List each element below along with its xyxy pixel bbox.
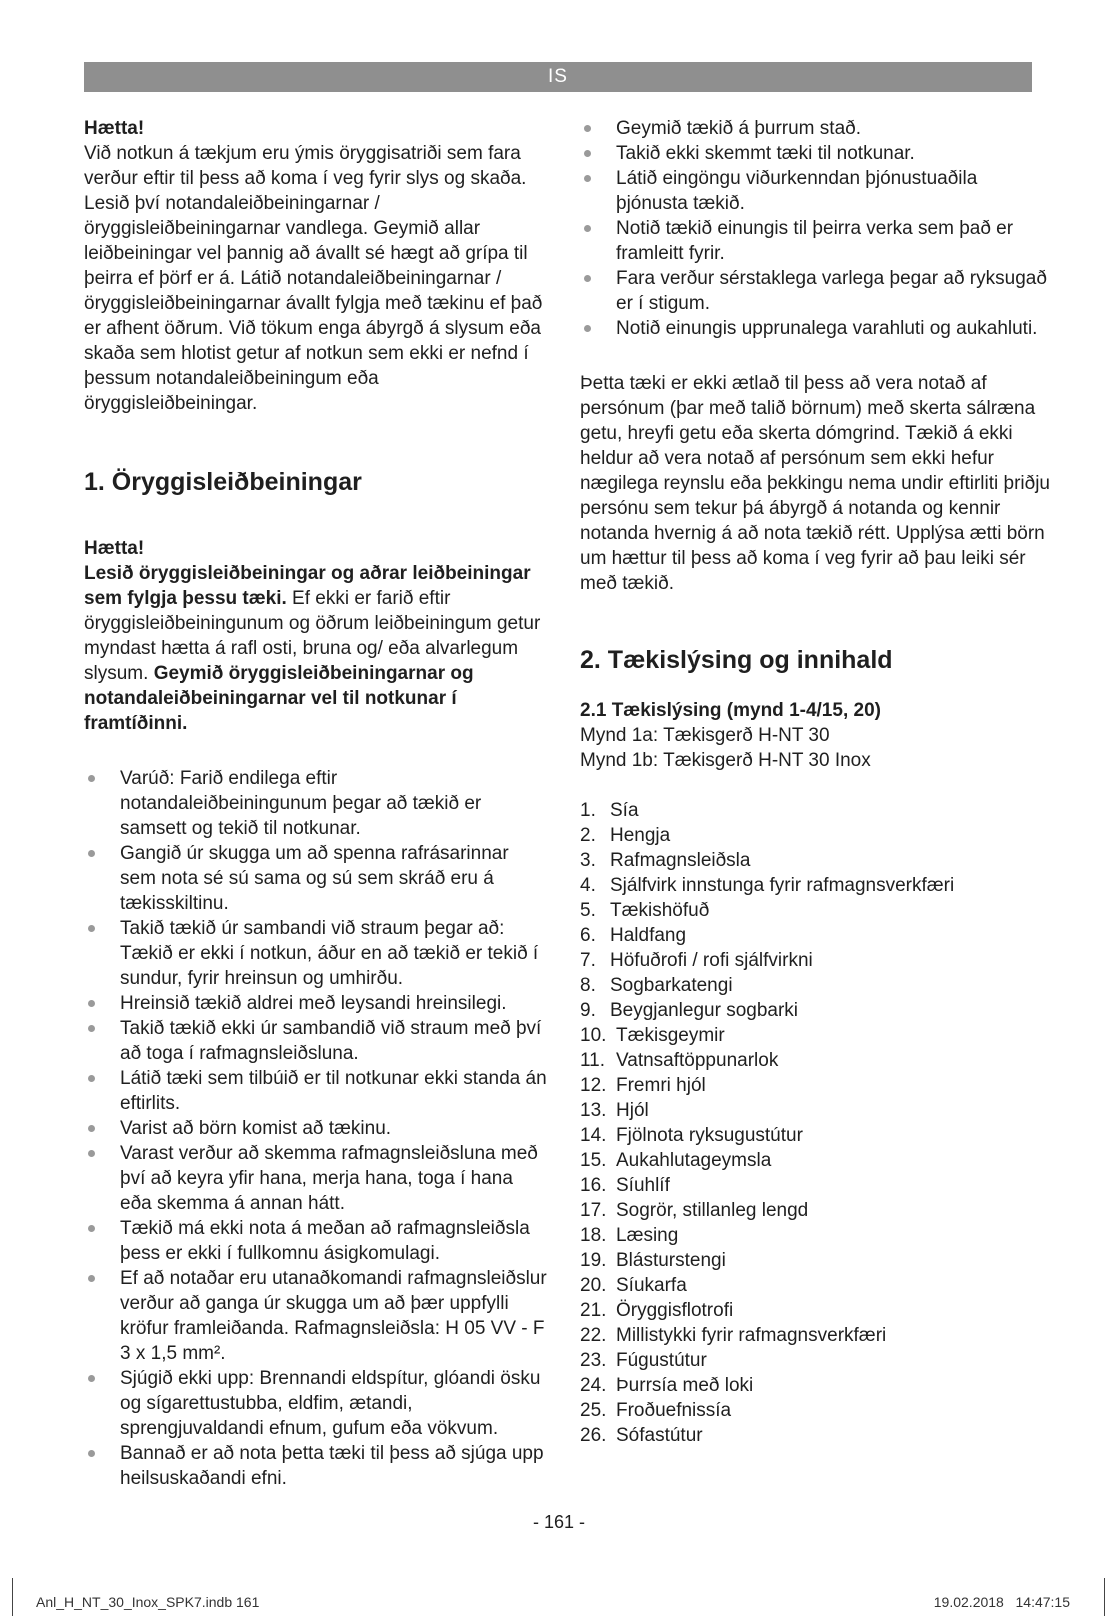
list-item <box>580 823 1050 848</box>
item-number: 10. <box>580 1025 607 1046</box>
item-number: 17. <box>580 1200 607 1221</box>
item-number: 20. <box>580 1275 607 1296</box>
item-label: Hjól <box>616 1100 649 1121</box>
list-item: Takið tækið úr sambandi við straum þegar að: Tækið er ekki í notkun, áður en að tækið er tekið í sundur, fyrir hreinsun og umhirðu. <box>84 916 548 991</box>
list-item <box>580 923 1050 948</box>
left-column <box>84 116 548 1491</box>
item-number: 5. <box>580 900 596 921</box>
warning-text: Við notkun á tækjum eru ýmis öryggisatriði sem fara verður eftir til þess að koma í veg fyrir slys og skaða. Lesið því notandaleiðbeiningarnar / öryggisleiðbeiningarnar vandlega. Geymið allar leiðbeiningar vel þannig að ávallt sé hægt að grípa til þeirra ef þörf er á. Látið notandaleiðbeiningarnar / öryggisleiðbeiningarnar ávallt fylgja með tækinu ef það er afhent öðrum. Við tökum enga ábyrgð á slysum eða skaða sem hlotist getur af notkun sem ekki er nefnd í þessum notandaleiðbeiningum eða öryggisleiðbeiningar. <box>84 143 543 414</box>
list-item <box>580 1348 1050 1373</box>
item-number: 25. <box>580 1400 607 1421</box>
section-title-safety: 1. Öryggisleiðbeiningar <box>84 468 362 496</box>
item-number: 15. <box>580 1150 607 1171</box>
list-item: Notið tækið einungis til þeirra verka sem það er framleitt fyrir. <box>580 216 1050 266</box>
item-number: 24. <box>580 1375 607 1396</box>
list-item: Takið tækið ekki úr sambandið við straum með því að toga í rafmagnsleiðsluna. <box>84 1016 548 1066</box>
warning-text-safety <box>84 561 548 736</box>
item-label: Hengja <box>610 825 671 846</box>
item-label: Vatnsaftöppunarlok <box>616 1050 779 1071</box>
list-item: Bannað er að nota þetta tæki til þess að sjúga upp heilsuskaðandi efni. <box>84 1441 548 1491</box>
usage-restriction-paragraph: Þetta tæki er ekki ætlað til þess að vera notað af persónum (þar með talið börnum) með skerta sálræna getu, hreyfi getu eða skerta dómgrind. Tækið á ekki heldur að vera notað af persónum sem ekki hefur nægilega reynslu eða þekkingu nema undir eftirliti þriðju persónu sem tekur þá ábyrgð á notanda og kennir notanda hvernig á að nota tækið rétt. Upplýsa ætti börn um hættur til þess að koma í veg fyrir að þau leiki sér með tækið. <box>580 373 1050 594</box>
safety-bullet-list-continued <box>580 116 1050 341</box>
list-item <box>580 1273 1050 1298</box>
list-item <box>580 1073 1050 1098</box>
item-number: 23. <box>580 1350 607 1371</box>
safety-bullet-list <box>84 766 548 1491</box>
figure-caption: Mynd 1b: Tækisgerð H-NT 30 Inox <box>580 750 871 771</box>
list-item <box>580 873 1050 898</box>
list-item <box>580 998 1050 1023</box>
item-number: 7. <box>580 950 596 971</box>
list-item <box>580 798 1050 823</box>
list-item: Takið ekki skemmt tæki til notkunar. <box>580 141 1050 166</box>
list-item: Gangið úr skugga um að spenna rafrásarinnar sem nota sé sú sama og sú sem skráð eru á tækisskiltinu. <box>84 841 548 916</box>
list-item <box>580 1023 1050 1048</box>
list-item <box>580 1173 1050 1198</box>
list-item: Tækið má ekki nota á meðan að rafmagnsleiðsla þess er ekki í fullkomnu ásigkomulagi. <box>84 1216 548 1266</box>
list-item <box>580 948 1050 973</box>
list-item <box>580 848 1050 873</box>
item-label: Millistykki fyrir rafmagnsverkfæri <box>616 1325 887 1346</box>
footer-timestamp: 19.02.2018 14:47:15 <box>933 1594 1070 1610</box>
list-item <box>580 1423 1050 1448</box>
warning-bold-text: Geymið öryggisleiðbeiningarnar og notandaleiðbeiningarnar vel til notkunar í framtíðinni. <box>84 663 474 734</box>
item-number: 16. <box>580 1175 607 1196</box>
item-number: 9. <box>580 1000 596 1021</box>
list-item <box>580 1373 1050 1398</box>
item-number: 22. <box>580 1325 607 1346</box>
item-label: Haldfang <box>610 925 687 946</box>
page-number: - 161 - <box>532 1512 586 1532</box>
item-label: Síuhlíf <box>616 1175 670 1196</box>
item-number: 12. <box>580 1075 607 1096</box>
list-item <box>580 1098 1050 1123</box>
item-label: Tækishöfuð <box>610 900 710 921</box>
item-label: Fjölnota ryksugustútur <box>616 1125 803 1146</box>
item-label: Öryggisflotrofi <box>616 1300 734 1321</box>
list-item <box>580 1323 1050 1348</box>
item-number: 6. <box>580 925 596 946</box>
item-label: Fúgustútur <box>616 1350 707 1371</box>
item-label: Froðuefnissía <box>616 1400 732 1421</box>
item-number: 14. <box>580 1125 607 1146</box>
footer-filename: Anl_H_NT_30_Inox_SPK7.indb 161 <box>36 1594 260 1610</box>
list-item: Hreinsið tækið aldrei með leysandi hreinsilegi. <box>84 991 548 1016</box>
list-item <box>580 1123 1050 1148</box>
language-header-bar <box>84 62 1032 92</box>
item-label: Sjálfvirk innstunga fyrir rafmagnsverkfæri <box>610 875 955 896</box>
list-item: Fara verður sérstaklega varlega þegar að ryksugað er í stigum. <box>580 266 1050 316</box>
item-number: 26. <box>580 1425 607 1446</box>
item-number: 2. <box>580 825 596 846</box>
item-label: Tækisgeymir <box>616 1025 725 1046</box>
warning-title: Hætta! <box>84 118 145 139</box>
right-column <box>580 116 1050 1448</box>
parts-list <box>580 798 1050 1448</box>
warning-title: Hætta! <box>84 538 145 559</box>
item-number: 18. <box>580 1225 607 1246</box>
item-label: Læsing <box>616 1225 679 1246</box>
item-number: 4. <box>580 875 596 896</box>
item-number: 3. <box>580 850 596 871</box>
list-item: Varast verður að skemma rafmagnsleiðsluna með því að keyra yfir hana, merja hana, toga í hana eða skemma á annan hátt. <box>84 1141 548 1216</box>
item-number: 19. <box>580 1250 607 1271</box>
item-label: Beygjanlegur sogbarki <box>610 1000 799 1021</box>
list-item <box>580 1298 1050 1323</box>
list-item <box>580 1398 1050 1423</box>
list-item: Notið einungis upprunalega varahluti og aukahluti. <box>580 316 1050 341</box>
item-label: Aukahlutageymsla <box>616 1150 772 1171</box>
list-item: Geymið tækið á þurrum stað. <box>580 116 1050 141</box>
item-label: Blásturstengi <box>616 1250 726 1271</box>
item-label: Fremri hjól <box>616 1075 706 1096</box>
item-number: 13. <box>580 1100 607 1121</box>
list-item: Ef að notaðar eru utanaðkomandi rafmagnsleiðslur verður að ganga úr skugga um að þær uppfylli kröfur framleiðanda. Rafmagnsleiðsla: H 05 VV - F 3 x 1,5 mm². <box>84 1266 548 1366</box>
list-item <box>580 973 1050 998</box>
list-item: Látið tæki sem tilbúið er til notkunar ekki standa án eftirlits. <box>84 1066 548 1116</box>
language-code: IS <box>548 66 568 87</box>
subsection-title: 2.1 Tækislýsing (mynd 1-4/15, 20) <box>580 700 881 721</box>
list-item <box>580 1048 1050 1073</box>
list-item: Sjúgið ekki upp: Brennandi eldspítur, glóandi ösku og sígarettustubba, eldfim, ætandi, sprengjuvaldandi efnum, gufum eða vökvum. <box>84 1366 548 1441</box>
list-item <box>580 898 1050 923</box>
item-label: Rafmagnsleiðsla <box>610 850 751 871</box>
crop-mark <box>1104 1578 1105 1616</box>
item-number: 21. <box>580 1300 607 1321</box>
item-label: Sogbarkatengi <box>610 975 733 996</box>
section-title-description: 2. Tækislýsing og innihald <box>580 646 893 674</box>
item-number: 8. <box>580 975 596 996</box>
item-label: Höfuðrofi / rofi sjálfvirkni <box>610 950 813 971</box>
warning-bold-text: Lesið öryggisleiðbeiningar og aðrar leiðbeiningar sem fylgja þessu tæki. <box>84 563 531 609</box>
list-item: Varúð: Farið endilega eftir notandaleiðbeiningunum þegar að tækið er samsett og tekið til notkunar. <box>84 766 548 841</box>
list-item: Látið eingöngu viðurkenndan þjónustuaðila þjónusta tækið. <box>580 166 1050 216</box>
list-item <box>580 1223 1050 1248</box>
list-item <box>580 1248 1050 1273</box>
item-label: Sía <box>610 800 639 821</box>
list-item: Varist að börn komist að tækinu. <box>84 1116 548 1141</box>
figure-caption: Mynd 1a: Tækisgerð H-NT 30 <box>580 725 830 746</box>
list-item <box>580 1198 1050 1223</box>
item-number: 11. <box>580 1050 606 1071</box>
warning-body-text: Ef ekki er farið eftir öryggisleiðbeiningunum og öðrum leiðbeiningum getur myndast hætta á rafl osti, bruna og/ eða alvarlegum slysum. <box>84 588 541 684</box>
item-label: Þurrsía með loki <box>616 1375 754 1396</box>
item-number: 1. <box>580 800 596 821</box>
item-label: Sogrör, stillanleg lengd <box>616 1200 809 1221</box>
list-item <box>580 1148 1050 1173</box>
item-label: Sófastútur <box>616 1425 703 1446</box>
crop-mark <box>12 1578 13 1616</box>
item-label: Síukarfa <box>616 1275 687 1296</box>
